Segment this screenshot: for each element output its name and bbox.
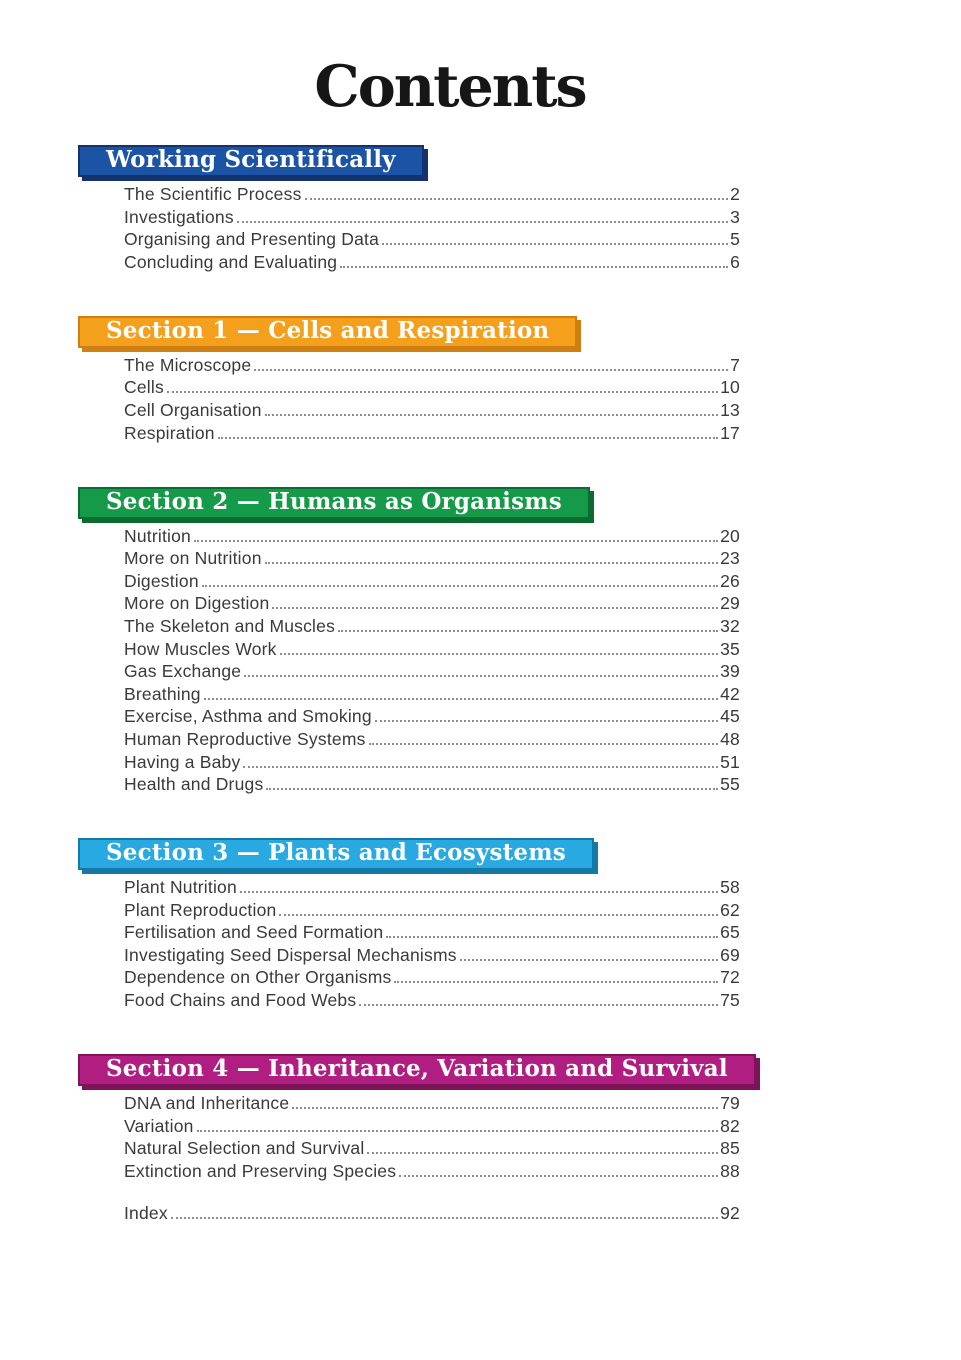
section-header-working-scientifically (78, 145, 424, 177)
section-1-cells-and-respiration (78, 316, 961, 442)
section-4-inheritance-variation-survival (78, 1054, 961, 1180)
dotted-leader (265, 562, 719, 564)
section-header-cells-and-respiration (78, 316, 577, 348)
toc-row (124, 401, 740, 419)
toc-row (124, 1117, 740, 1135)
dotted-leader (244, 675, 718, 677)
toc-entry-label: Variation (124, 1115, 194, 1136)
toc-row (124, 878, 740, 896)
toc-entry-label: Extinction and Preserving Species (124, 1160, 397, 1181)
toc-entry-label: Nutrition (124, 525, 191, 546)
section-working-scientifically (78, 145, 961, 271)
toc-entry-label: Dependence on Other Organisms (124, 967, 392, 988)
toc-row (124, 253, 740, 271)
toc-entry-page-number: 29 (720, 593, 740, 614)
toc-entry-page-number: 65 (720, 922, 740, 943)
toc-entry-page-number: 23 (720, 548, 740, 569)
toc-entry-page-number: 35 (720, 638, 740, 659)
toc-entry-page-number: 48 (720, 728, 740, 749)
toc-row (124, 527, 740, 545)
dotted-leader (265, 414, 718, 416)
toc-entry-label: Cells (124, 377, 164, 398)
toc-entry-page-number: 58 (720, 877, 740, 898)
section-header-label: Section 1 — Cells and Respiration (106, 316, 550, 344)
toc-entry-label: Health and Drugs (124, 774, 264, 795)
dotted-leader (194, 540, 718, 542)
toc-entry-page-number: 2 (730, 184, 740, 204)
toc-entry-label: Respiration (124, 422, 215, 443)
toc-entry-label: Fertilisation and Seed Formation (124, 922, 384, 943)
toc-row (124, 662, 740, 680)
toc-entry-label: Plant Reproduction (124, 899, 277, 920)
toc-entry-label: The Scientific Process (124, 184, 302, 204)
dotted-leader (280, 653, 719, 655)
section-entries (124, 185, 740, 271)
dotted-leader (386, 936, 718, 938)
section-header-inheritance-variation-survival (78, 1054, 756, 1086)
toc-entry-page-number: 32 (720, 615, 740, 636)
toc-entry-page-number: 62 (720, 899, 740, 920)
dotted-leader (202, 585, 718, 587)
dotted-leader (266, 788, 718, 790)
dotted-leader (338, 630, 718, 632)
toc-entry-label: More on Nutrition (124, 548, 262, 569)
toc-row (124, 1094, 740, 1112)
toc-entry-label: Digestion (124, 570, 199, 591)
toc-entry-label: Organising and Presenting Data (124, 229, 380, 250)
dotted-leader (237, 221, 728, 223)
toc-entry-label: More on Digestion (124, 593, 270, 614)
toc-entry-label: Plant Nutrition (124, 877, 237, 898)
dotted-leader (204, 698, 718, 700)
toc-entry-page-number: 72 (720, 967, 740, 988)
dotted-leader (279, 914, 718, 916)
toc-entry-label: Food Chains and Food Webs (124, 990, 357, 1011)
dotted-leader (243, 766, 718, 768)
toc-row (124, 549, 740, 567)
toc-entry-page-number: 88 (720, 1160, 740, 1181)
dotted-leader (197, 1130, 719, 1132)
toc-row (124, 1139, 740, 1157)
toc-entry-page-number: 13 (720, 399, 740, 420)
page-title: Contents (314, 53, 586, 120)
toc-row (124, 424, 740, 442)
dotted-leader (171, 1217, 718, 1219)
section-entries (124, 1094, 740, 1180)
toc-row (124, 572, 740, 590)
toc-entry-label: How Muscles Work (124, 638, 277, 659)
toc-row (124, 775, 740, 793)
section-entries (124, 878, 740, 1009)
toc-entry-label: The Microscope (124, 354, 252, 375)
toc-entry-label: The Skeleton and Muscles (124, 615, 336, 636)
toc-entry-label: Cell Organisation (124, 399, 262, 420)
toc-row (124, 617, 740, 635)
dotted-leader (375, 720, 718, 722)
dotted-leader (460, 959, 718, 961)
dotted-leader (399, 1175, 718, 1177)
section-header-label: Section 4 — Inheritance, Variation and Survival (106, 1055, 728, 1083)
section-header-label: Working Scientifically (106, 146, 396, 173)
section-header-label: Section 2 — Humans as Organisms (106, 487, 562, 515)
section-header-plants-and-ecosystems (78, 838, 594, 870)
toc-entry-page-number: 55 (720, 774, 740, 795)
toc-entry-label: Human Reproductive Systems (124, 728, 366, 749)
dotted-leader (367, 1152, 718, 1154)
toc-entry-page-number: 75 (720, 990, 740, 1011)
toc-row (124, 230, 740, 248)
toc-entry-page-number: 69 (720, 944, 740, 965)
toc-entry-label: Exercise, Asthma and Smoking (124, 706, 372, 727)
toc-entry-page-number: 10 (720, 377, 740, 398)
toc-entry-label: Concluding and Evaluating (124, 251, 338, 272)
toc-entry-label: Index (124, 1202, 168, 1223)
toc-entry-page-number: 79 (720, 1093, 740, 1114)
section-header-label: Section 3 — Plants and Ecosystems (106, 839, 566, 867)
toc-entry-label: Investigating Seed Dispersal Mechanisms (124, 944, 457, 965)
toc-row (124, 753, 740, 771)
toc-entry-page-number: 7 (730, 354, 740, 375)
toc-row (124, 208, 740, 226)
section-entries (124, 527, 740, 794)
toc-row (124, 356, 740, 374)
toc-entry-page-number: 92 (720, 1202, 740, 1223)
toc-entry-label: Natural Selection and Survival (124, 1138, 365, 1159)
toc-row (124, 594, 740, 612)
toc-entry-page-number: 45 (720, 706, 740, 727)
section-entries (124, 356, 740, 442)
dotted-leader (359, 1004, 718, 1006)
toc-row (124, 968, 740, 986)
dotted-leader (254, 369, 728, 371)
toc-entry-page-number: 17 (720, 422, 740, 443)
dotted-leader (394, 981, 718, 983)
table-of-contents (78, 145, 961, 1222)
toc-entry-label: Investigations (124, 206, 234, 227)
toc-row (124, 185, 740, 203)
toc-entry-page-number: 6 (730, 251, 740, 272)
toc-entry-page-number: 82 (720, 1115, 740, 1136)
toc-entry-page-number: 3 (730, 206, 740, 227)
toc-row (124, 730, 740, 748)
toc-entry-page-number: 20 (720, 525, 740, 546)
index-block (124, 1204, 740, 1222)
toc-entry-page-number: 26 (720, 570, 740, 591)
toc-entry-page-number: 85 (720, 1138, 740, 1159)
dotted-leader (369, 743, 719, 745)
toc-entry-page-number: 51 (720, 751, 740, 772)
toc-row (124, 640, 740, 658)
dotted-leader (272, 607, 718, 609)
dotted-leader (167, 391, 718, 393)
toc-row (124, 923, 740, 941)
toc-entry-label: Gas Exchange (124, 661, 242, 682)
toc-row (124, 991, 740, 1009)
toc-row (124, 685, 740, 703)
toc-row (124, 1204, 740, 1222)
toc-row (124, 946, 740, 964)
toc-entry-page-number: 39 (720, 661, 740, 682)
dotted-leader (305, 198, 729, 200)
toc-row (124, 1162, 740, 1180)
dotted-leader (218, 437, 718, 439)
dotted-leader (382, 243, 728, 245)
toc-entry-label: DNA and Inheritance (124, 1093, 290, 1114)
dotted-leader (340, 266, 728, 268)
dotted-leader (240, 891, 718, 893)
section-header-humans-as-organisms (78, 487, 590, 519)
toc-entry-page-number: 42 (720, 683, 740, 704)
toc-entry-label: Having a Baby (124, 751, 241, 772)
toc-row (124, 707, 740, 725)
dotted-leader (292, 1107, 718, 1109)
toc-row (124, 378, 740, 396)
section-2-humans-as-organisms (78, 487, 961, 794)
toc-entry-page-number: 5 (730, 229, 740, 250)
toc-row (124, 901, 740, 919)
section-3-plants-and-ecosystems (78, 838, 961, 1009)
toc-entry-label: Breathing (124, 683, 201, 704)
